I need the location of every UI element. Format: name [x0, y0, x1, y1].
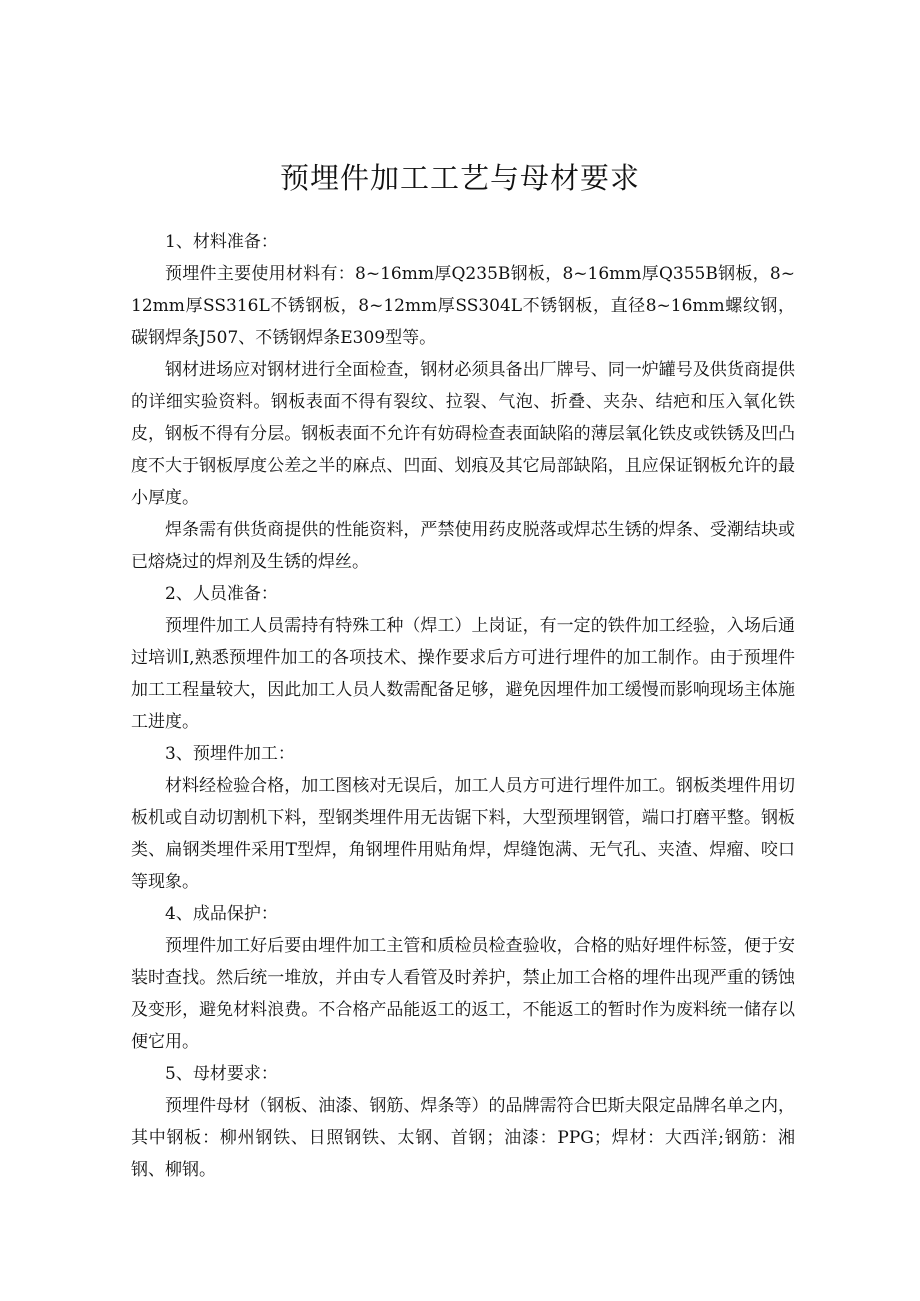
paragraph: 预埋件主要使用材料有：8~16mm厚Q235B钢板，8~16mm厚Q355B钢板，8~12mm厚SS316L不锈钢板，8~12mm厚SS304L不锈钢板，直径8~16mm螺纹钢，碳钢焊条J507、不锈钢焊条E309型等。 [131, 264, 795, 348]
page-title: 预埋件加工工艺与母材要求 [279, 161, 640, 195]
section-heading: 4、成品保护： [165, 904, 278, 924]
section-heading: 2、人员准备： [165, 584, 278, 604]
section-heading: 3、预埋件加工： [165, 744, 295, 764]
section-protection [131, 898, 795, 1058]
paragraph: 材料经检验合格，加工图核对无误后，加工人员方可进行埋件加工。钢板类埋件用切板机或自动切割机下料，型钢类埋件用无齿锯下料，大型预埋钢管，端口打磨平整。钢板类、扁钢类埋件采用T型焊，角钢埋件用贴角焊，焊缝饱满、无气孔、夹渣、焊瘤、咬口等现象。 [131, 776, 795, 892]
document-body [131, 226, 795, 1186]
section-heading: 5、母材要求： [165, 1064, 278, 1084]
section-heading: 1、材料准备： [165, 232, 278, 252]
paragraph: 预埋件加工好后要由埋件加工主管和质检员检查验收，合格的贴好埋件标签，便于安装时查找。然后统一堆放，并由专人看管及时养护，禁止加工合格的埋件出现严重的锈蚀及变形，避免材料浪费。不合格产品能返工的返工，不能返工的暂时作为废料统一储存以便它用。 [131, 936, 795, 1052]
paragraph: 预埋件加工人员需持有特殊工种（焊工）上岗证，有一定的铁件加工经验，入场后通过培训I,熟悉预埋件加工的各项技术、操作要求后方可进行埋件的加工制作。由于预埋件加工工程量较大，因此加工人员人数需配备足够，避免因埋件加工缓慢而影响现场主体施工进度。 [131, 616, 795, 732]
paragraph: 钢材进场应对钢材进行全面检查，钢材必须具备出厂牌号、同一炉罐号及供货商提供的详细实验资料。钢板表面不得有裂纹、拉裂、气泡、折叠、夹杂、结疤和压入氧化铁皮，钢板不得有分层。钢板表面不允许有妨碍检查表面缺陷的薄层氧化铁皮或铁锈及凹凸度不大于钢板厚度公差之半的麻点、凹面、划痕及其它局部缺陷，且应保证钢板允许的最小厚度。 [131, 360, 795, 508]
section-base-material [131, 1058, 795, 1186]
section-processing [131, 738, 795, 898]
paragraph: 焊条需有供货商提供的性能资料，严禁使用药皮脱落或焊芯生锈的焊条、受潮结块或已熔烧过的焊剂及生锈的焊丝。 [131, 520, 795, 572]
section-materials [131, 226, 795, 578]
section-personnel [131, 578, 795, 738]
paragraph: 预埋件母材（钢板、油漆、钢筋、焊条等）的品牌需符合巴斯夫限定品牌名单之内，其中钢板：柳州钢铁、日照钢铁、太钢、首钢；油漆：PPG；焊材：大西洋;钢筋：湘钢、柳钢。 [131, 1096, 795, 1180]
